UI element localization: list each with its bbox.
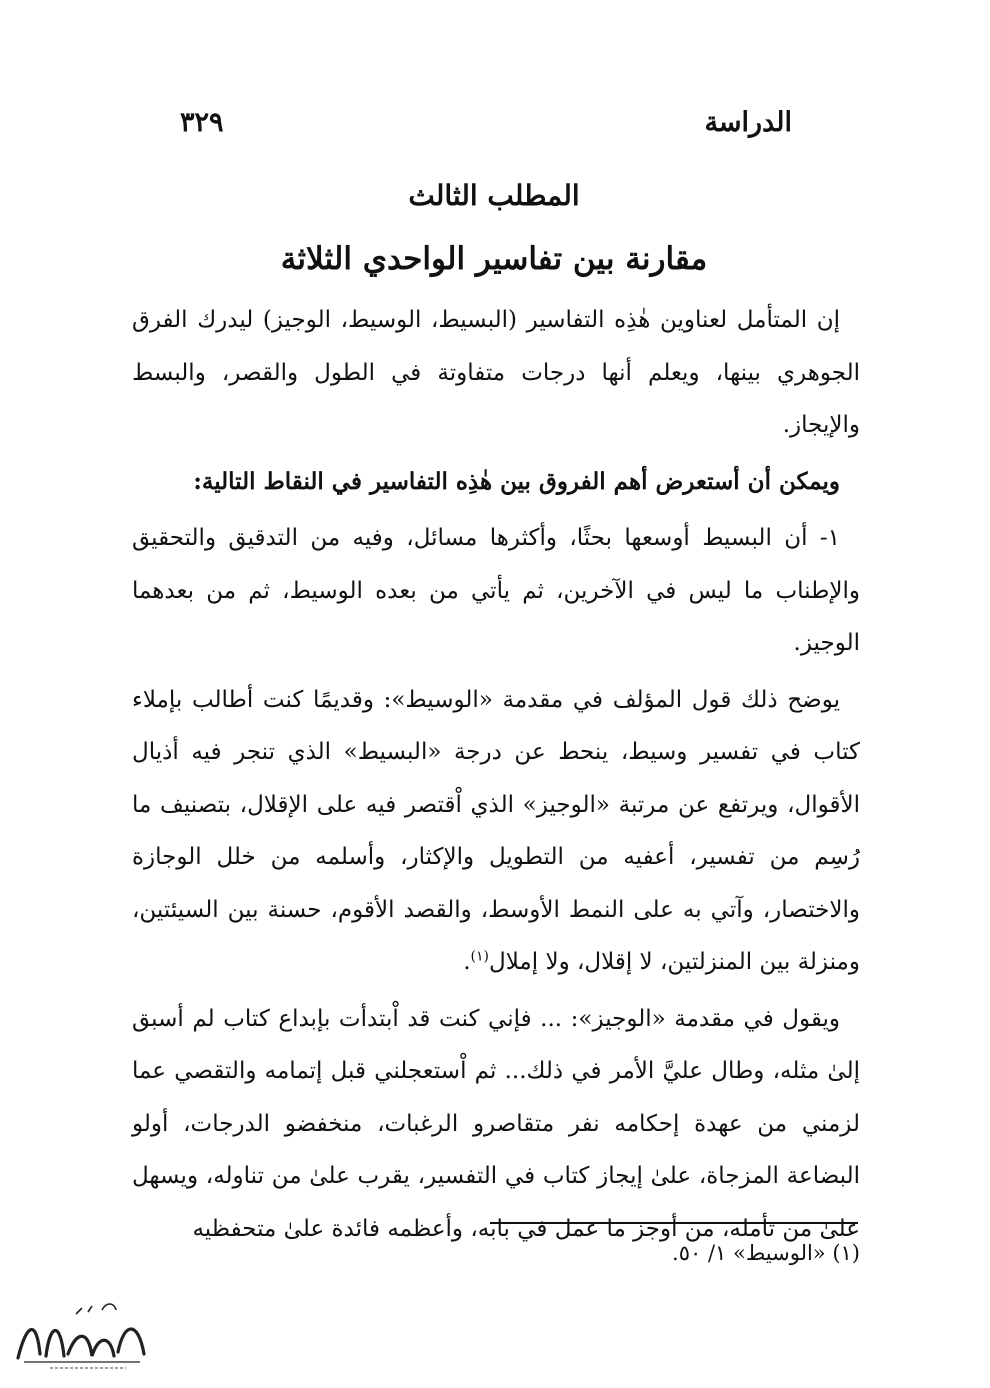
running-head — [180, 100, 792, 144]
paragraph-with-footnote — [132, 674, 860, 989]
paragraph-text: يوضح ذلك قول المؤلف في مقدمة «الوسيط»: وقديمًا كنت أطالب بإملاء كتاب في تفسير وسيط، ينحط عن درجة «البسيط» الذي تنجر فيه أذيال الأقوال، ويرتفع عن مرتبة «الوجيز» الذي اْقتصر فيه على الإقلال، بتصنيف ما رُسِم من تفسير، أعفيه من التطويل والإكثار، وأسلمه من خلل الوجازة والاختصار، وآتي به على النمط الأوسط، والقصد الأقوم، حسنة بين السيئتين، ومنزلة بين المنزلتين، لا إقلال، ولا إملال — [132, 686, 860, 975]
footnote-marker: (١) — [470, 948, 489, 965]
body-text — [132, 294, 860, 1259]
paragraph: ١- أن البسيط أوسعها بحثًا، وأكثرها مسائل، وفيه من التدقيق والتحقيق والإطناب ما ليس في الآخرين، ثم يأتي من بعده الوسيط، ثم من بعدهما الوجيز. — [132, 525, 860, 656]
paragraph-bold-intro: ويمكن أن أستعرض أهم الفروق بين هٰذِه التفاسير في النقاط التالية: — [193, 467, 840, 495]
paragraph: ويقول في مقدمة «الوجيز»: ... فإني كنت قد اْبتدأت بإبداع كتاب لم أسبق إلىٰ مثله، وطال عليَّ الأمر في ذلك... ثم اْستعجلني قبل إتمامه والتقصي عما لزمني من عهدة إحكامه نفر متقاصرو الرغبات، منخفضو الدرجات، أولو البضاعة المزجاة، علىٰ إيجاز كتاب في التفسير، يقرب علىٰ من تناوله، ويسهل علىٰ من تأمله، من أوجز ما عمل في بابه، وأعظمه فائدة علىٰ متحفظيه — [132, 1005, 860, 1242]
running-title: الدراسة — [704, 106, 792, 138]
footnote-divider — [490, 1222, 858, 1224]
paragraph-end-mark: . — [463, 949, 471, 975]
section-subtitle: مقارنة بين تفاسير الواحدي الثلاثة — [280, 241, 708, 277]
page-number: ٣٢٩ — [180, 106, 224, 138]
footnote: (١) «الوسيط» ١/ ٥٠. — [672, 1241, 860, 1265]
section-title: المطلب الثالث — [408, 179, 580, 212]
library-stamp-logo — [6, 1296, 156, 1376]
paragraph: إن المتأمل لعناوين هٰذِه التفاسير (البسيط، الوسيط، الوجيز) ليدرك الفرق الجوهري بينها، ويعلم أنها درجات متفاوتة في الطول والقصر، والبسط والإيجاز. — [132, 307, 860, 438]
